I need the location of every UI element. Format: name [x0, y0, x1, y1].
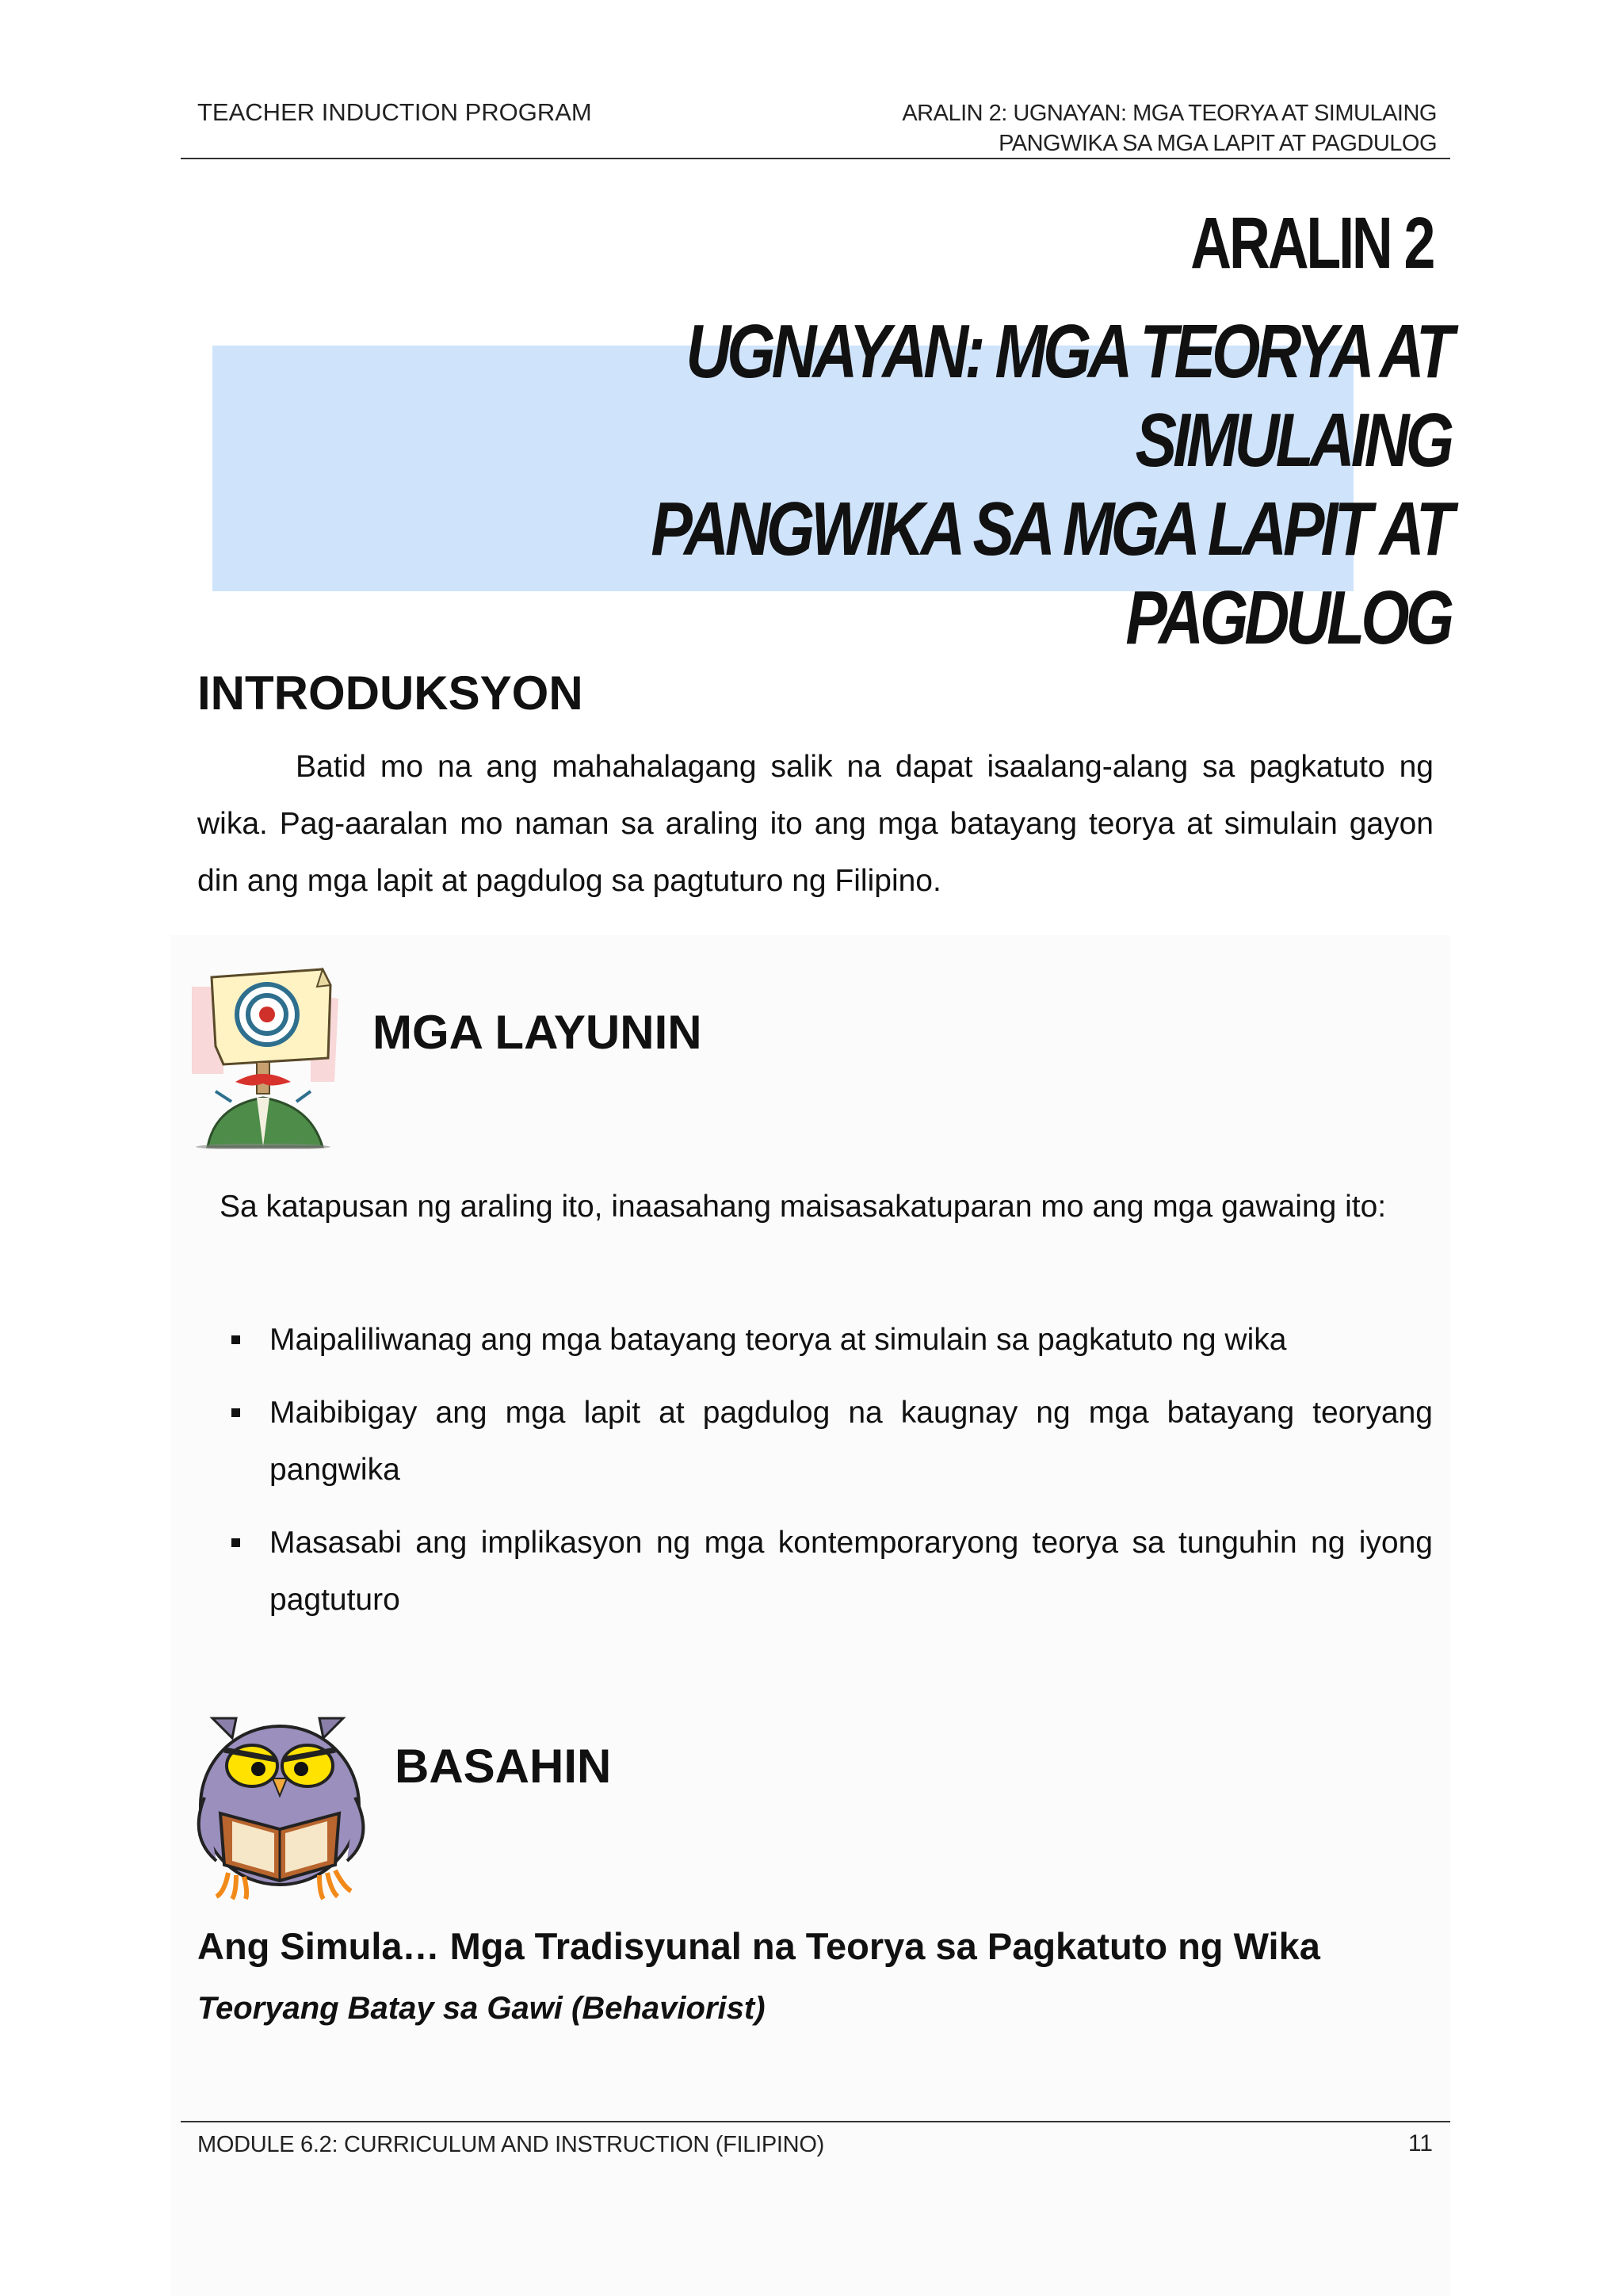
objective-item: Maibibigay ang mga lapit at pagdulog na kaugnay ng mga batayang teoryang pangwika: [228, 1385, 1433, 1499]
objective-item: Maipaliliwanag ang mga batayang teorya at simulain sa pagkatuto ng wika: [228, 1312, 1433, 1369]
header-lesson-line1: ARALIN 2: UGNAYAN: MGA TEORYA AT SIMULAING: [902, 101, 1437, 126]
header-lesson-line2: PANGWIKA SA MGA LAPIT AT PAGDULOG: [999, 131, 1437, 156]
footer-rule: [181, 2121, 1450, 2122]
objective-item: Masasabi ang implikasyon ng mga kontemporaryong teorya sa tunguhin ng iyong pagtuturo: [228, 1515, 1433, 1629]
lesson-title-line1: UGNAYAN: MGA TEORYA AT SIMULAING: [685, 309, 1450, 483]
target-sign-icon: [192, 963, 350, 1149]
header-rule: [181, 158, 1450, 159]
objectives-list: [228, 1312, 1433, 1645]
header-lesson: [902, 98, 1437, 159]
lesson-number: ARALIN 2: [1190, 203, 1433, 284]
owl-reading-icon: [189, 1702, 379, 1901]
intro-body: Batid mo na ang mahahalagang salik na dapat isaalang-alang sa pagkatuto ng wika. Pag-aaralan mo naman sa araling ito ang mga batayang teorya at simulain gayon din ang mga lapit at pagdulog sa pagtuturo ng Filipino.: [197, 750, 1434, 898]
reading-subsubheading: Teoryang Batay sa Gawi (Behaviorist): [197, 1991, 766, 2026]
reading-subheading: Ang Simula… Mga Tradisyunal na Teorya sa Pagkatuto ng Wika: [197, 1925, 1320, 1967]
reading-heading: BASAHIN: [395, 1740, 612, 1793]
intro-heading: INTRODUKSYON: [197, 667, 583, 720]
objectives-heading: MGA LAYUNIN: [372, 1006, 702, 1059]
lesson-title-line2: PANGWIKA SA MGA LAPIT AT PAGDULOG: [651, 487, 1450, 660]
objectives-lead: Sa katapusan ng araling ito, inaasahang maisasakatuparan mo ang mga gawaing ito:: [220, 1190, 1387, 1224]
lesson-title: [411, 308, 1450, 663]
page-number: 11: [1407, 2130, 1433, 2157]
footer-module: MODULE 6.2: CURRICULUM AND INSTRUCTION (FILIPINO): [197, 2132, 824, 2157]
header-program: TEACHER INDUCTION PROGRAM: [197, 98, 592, 126]
